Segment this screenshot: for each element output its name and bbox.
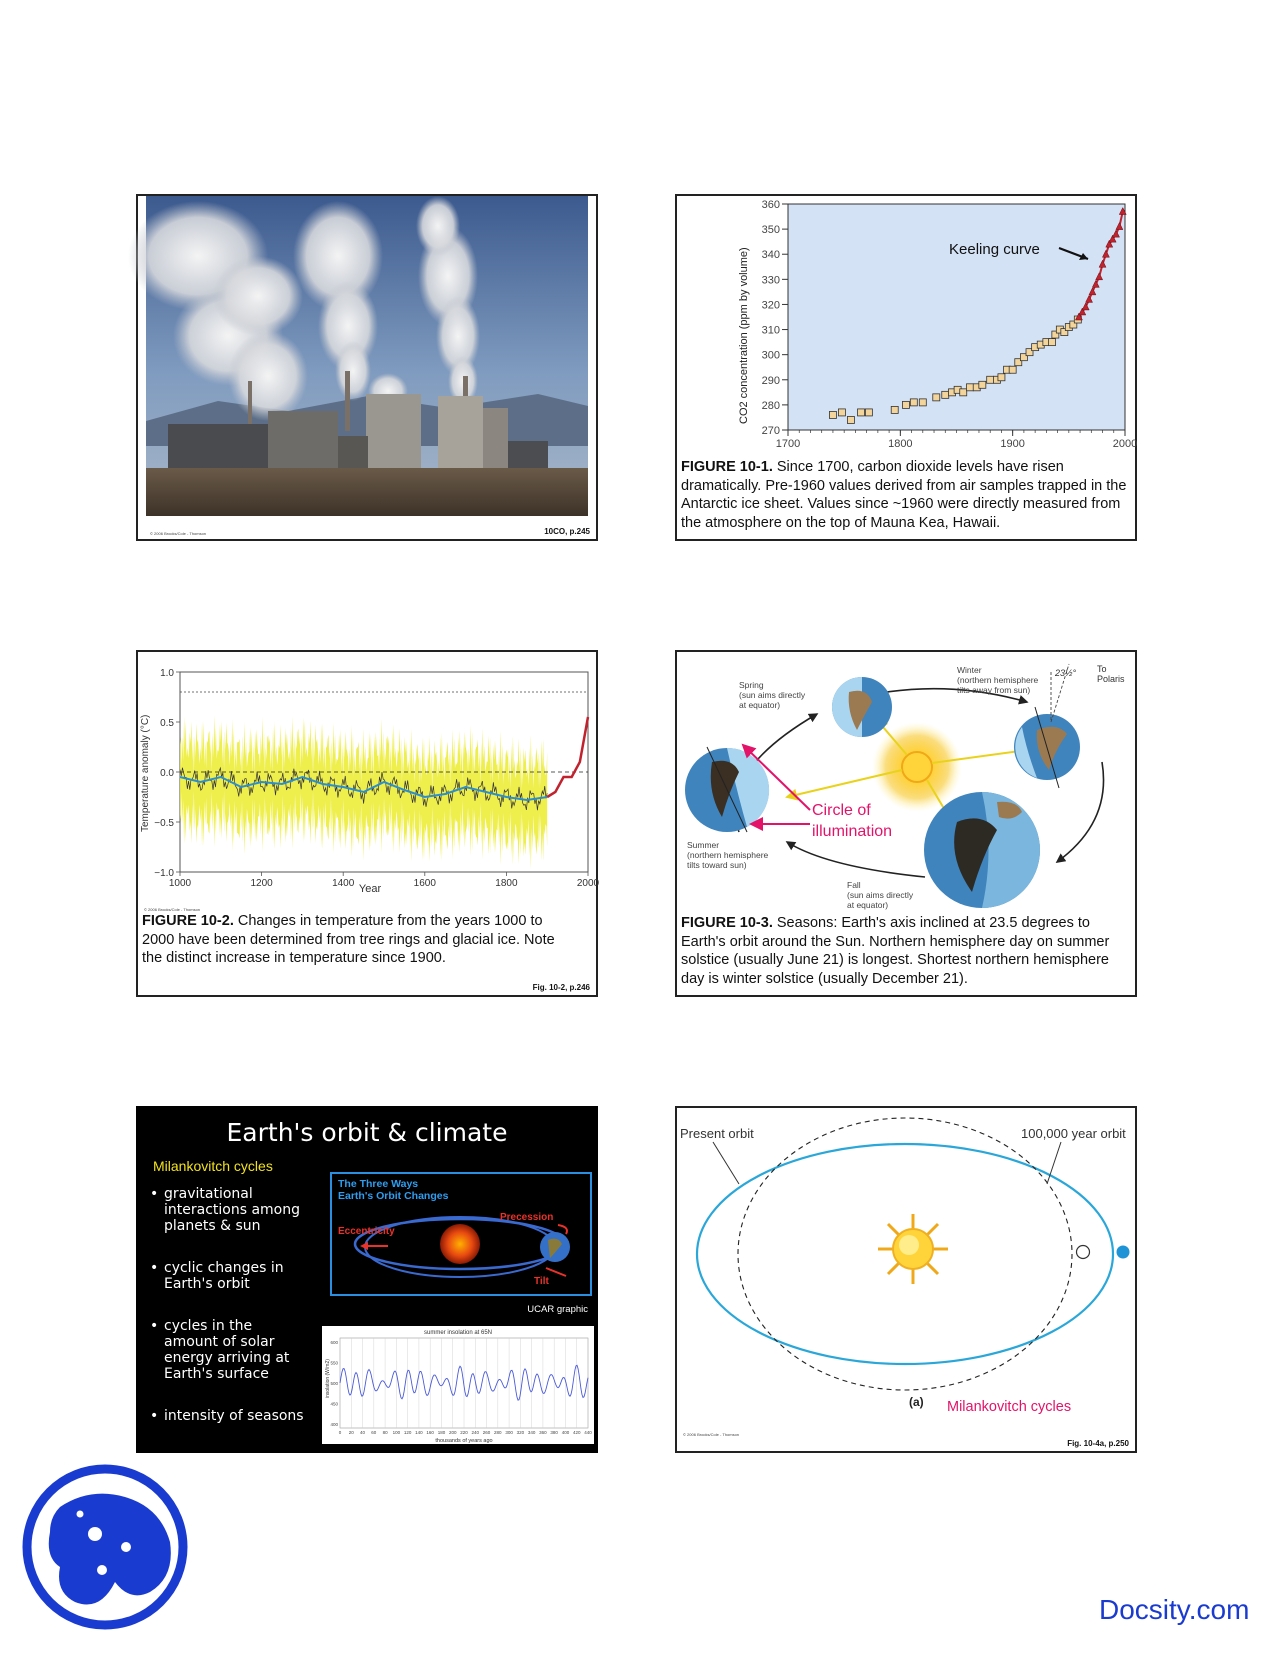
ice-core-point — [847, 416, 854, 423]
graph-x-tick: 80 — [382, 1430, 388, 1435]
polaris-label: To Polaris — [1097, 664, 1125, 684]
seasons-diagram — [677, 652, 1135, 910]
slide-temperature-chart — [136, 650, 598, 997]
y-tick-label: −0.5 — [154, 818, 174, 829]
panel-label: (a) — [909, 1395, 924, 1409]
graph-x-tick: 240 — [471, 1430, 480, 1435]
co2-chart — [677, 196, 1138, 456]
x-tick-label: 1900 — [1000, 438, 1025, 450]
graph-y-tick: 550 — [330, 1360, 338, 1366]
circle-of-illumination-label: Circle of illumination — [812, 802, 893, 840]
ice-core-point — [979, 381, 986, 388]
slide-orbit-climate — [136, 1106, 598, 1453]
graph-x-tick: 340 — [527, 1430, 536, 1435]
graph-x-tick: 360 — [539, 1430, 547, 1435]
bullet-item: • gravitational interactions among planets & sun — [150, 1186, 301, 1234]
fall-label: Fall (sun aims directly at equator) — [847, 880, 914, 910]
y-tick-label: 330 — [761, 274, 780, 287]
y-axis-label: CO2 concentration (ppm by volume) — [738, 247, 750, 424]
three-ways-inset — [330, 1172, 592, 1296]
graph-y-label: insolation (W/m2) — [325, 1359, 331, 1398]
graph-x-tick: 220 — [460, 1430, 468, 1435]
power-plant-photo — [138, 196, 596, 539]
graph-x-tick: 20 — [348, 1430, 354, 1435]
photo-credit: © 2006 Brooks/Cole - Thomson — [150, 531, 207, 536]
ice-core-point — [987, 376, 994, 383]
orbit-diagram — [677, 1108, 1135, 1451]
tilt-label: Tilt — [534, 1276, 549, 1287]
graph-y-tick: 450 — [330, 1401, 338, 1407]
y-tick-label: 270 — [761, 425, 780, 437]
graph-x-tick: 440 — [584, 1430, 592, 1435]
graph-x-tick: 380 — [550, 1430, 558, 1435]
spring-label: Spring (sun aims directly at equator) — [739, 680, 806, 710]
figure-reference: 10CO, p.245 — [544, 527, 590, 536]
figure-caption — [681, 458, 1129, 532]
graph-x-tick: 260 — [482, 1430, 491, 1435]
y-tick-label: 310 — [761, 324, 780, 337]
y-tick-label: 350 — [761, 224, 780, 237]
caption-text: Changes in temperature from the years 1000 to 2000 have been determined from tree rings and glacial ice. Note the distinct increase in temperature since 1900. — [142, 913, 555, 966]
x-tick-label: 1200 — [250, 878, 273, 889]
winter-label: Winter (northern hemisphere tilts away from sun) — [957, 665, 1039, 695]
y-tick-label: 280 — [761, 399, 780, 412]
insolation-graph — [322, 1326, 594, 1444]
graph-x-tick: 0 — [338, 1430, 342, 1435]
figure-caption — [142, 912, 562, 968]
y-tick-label: 1.0 — [160, 668, 174, 679]
graph-x-tick: 180 — [437, 1430, 446, 1435]
earth-present-position — [1117, 1246, 1130, 1259]
figure-caption — [681, 914, 1131, 988]
graph-x-tick: 140 — [415, 1430, 423, 1435]
x-tick-label: 1600 — [413, 878, 436, 889]
bullet-item: • intensity of seasons — [150, 1408, 304, 1424]
ice-core-point — [902, 401, 909, 408]
x-tick-label: 1400 — [332, 878, 355, 889]
y-tick-label: 0.0 — [160, 768, 174, 779]
present-orbit-pointer — [713, 1142, 739, 1184]
graph-x-label: thousands of years ago — [435, 1438, 493, 1444]
x-tick-label: 2000 — [576, 878, 600, 889]
ice-core-point — [966, 384, 973, 391]
graph-y-tick: 500 — [330, 1381, 338, 1386]
y-tick-label: 0.5 — [160, 718, 174, 729]
caption-text: Since 1700, carbon dioxide levels have risen dramatically. Pre-1960 values derived from air samples trapped in the Antarctic ice sheet. Values since ~1960 were directly measured from the atmosphere on the top of Mauna Kea, Hawaii. — [681, 459, 1127, 531]
graph-x-tick: 300 — [505, 1430, 513, 1435]
sun-icon — [440, 1224, 480, 1264]
graph-x-tick: 280 — [494, 1430, 502, 1435]
x-tick-label: 1700 — [775, 438, 801, 450]
ice-core-point — [865, 409, 872, 416]
y-tick-label: 360 — [761, 199, 780, 211]
x-tick-label: 1800 — [495, 878, 518, 889]
ice-core-point — [960, 389, 967, 396]
ice-core-point — [910, 399, 917, 406]
bullet-item: • cycles in the amount of solar energy arriving at Earth's surface — [150, 1318, 290, 1382]
figure-reference: Fig. 10-2, p.246 — [532, 983, 590, 992]
inset-title: The Three Ways Earth's Orbit Changes — [338, 1178, 449, 1202]
ice-core-point — [838, 409, 845, 416]
y-tick-label: 290 — [761, 374, 780, 387]
graph-x-tick: 160 — [426, 1430, 434, 1435]
slide-power-plant-photo — [136, 194, 598, 541]
caption-text: Seasons: Earth's axis inclined at 23.5 degrees to Earth's orbit around the Sun. Northern hemisphere day on summer solstice (usually June 21) is longest. Shortest northern hemisphere day is winter solstice (usually December 21). — [681, 915, 1110, 987]
slide-co2-chart — [675, 194, 1137, 541]
slide-title: Earth's orbit & climate — [226, 1118, 508, 1147]
graph-x-tick: 420 — [572, 1430, 581, 1435]
graph-x-tick: 200 — [448, 1430, 457, 1435]
slide-seasons-diagram — [675, 650, 1137, 997]
ice-core-point — [933, 394, 940, 401]
sun-icon — [878, 1214, 948, 1284]
graph-x-tick: 120 — [403, 1430, 412, 1435]
y-tick-label: 300 — [761, 349, 780, 362]
graph-x-tick: 100 — [392, 1430, 401, 1435]
ice-core-point — [942, 391, 949, 398]
earth-spring-icon — [832, 677, 892, 737]
figure-reference: Fig. 10-4a, p.250 — [1067, 1439, 1129, 1448]
sun-core — [902, 752, 932, 782]
docsity-logo-icon — [20, 1462, 190, 1632]
orbit-arrow — [1057, 762, 1104, 862]
docsity-brand-link[interactable]: Docsity.com — [1099, 1594, 1250, 1625]
graph-x-tick: 400 — [561, 1430, 570, 1435]
future-orbit-label: 100,000 year orbit — [1021, 1126, 1126, 1141]
ice-core-point — [1048, 339, 1055, 346]
caption-label: FIGURE 10-1. — [681, 459, 773, 475]
caption-label: FIGURE 10-2. — [142, 913, 234, 929]
graph-x-tick: 320 — [516, 1430, 525, 1435]
graph-y-tick: 600 — [330, 1340, 338, 1345]
ucar-credit: UCAR graphic — [527, 1304, 588, 1315]
ice-core-point — [919, 399, 926, 406]
ice-core-point — [891, 406, 898, 413]
chart-credit: © 2006 Brooks/Cole - Thomson — [144, 907, 201, 912]
x-axis-label: Year — [358, 883, 382, 895]
y-tick-label: 320 — [761, 299, 780, 312]
graph-title: summer insolation at 65N — [423, 1330, 493, 1336]
earth-future-position — [1077, 1246, 1090, 1259]
graph-x-tick: 60 — [371, 1430, 377, 1435]
caption-label: FIGURE 10-3. — [681, 915, 773, 931]
graph-y-tick: 400 — [330, 1422, 338, 1427]
summer-label: Summer (northern hemisphere tilts toward sun) — [687, 840, 769, 870]
milankovitch-label: Milankovitch cycles — [947, 1399, 1072, 1415]
y-tick-label: −1.0 — [154, 868, 174, 879]
slide-orbit-diagram — [675, 1106, 1137, 1453]
x-tick-label: 1800 — [888, 438, 913, 450]
temperature-chart — [138, 652, 600, 907]
x-tick-label: 1000 — [168, 878, 192, 889]
eccentricity-label: Eccentricity — [338, 1226, 395, 1237]
x-tick-label: 2000 — [1112, 438, 1138, 450]
earth-fall-icon — [924, 792, 1040, 908]
y-tick-label: 340 — [761, 249, 780, 262]
tilt-angle-label: 23½° — [1055, 668, 1077, 678]
keeling-annotation: Keeling curve — [949, 241, 1040, 258]
orbit-arrow — [787, 842, 925, 877]
earth-winter-icon — [1014, 707, 1080, 788]
ice-core-point — [858, 409, 865, 416]
ice-core-point — [1009, 366, 1016, 373]
bullet-item: • cyclic changes in Earth's orbit — [150, 1260, 284, 1292]
graph-x-tick: 40 — [360, 1430, 366, 1435]
y-axis-label: Temperature anomaly (°C) — [140, 714, 151, 832]
precession-label: Precession — [500, 1212, 554, 1223]
diagram-credit: © 2006 Brooks/Cole - Thomson — [683, 1432, 740, 1437]
slide-subtitle: Milankovitch cycles — [153, 1158, 273, 1174]
ice-core-point — [998, 374, 1005, 381]
ice-core-point — [829, 411, 836, 418]
present-orbit-label: Present orbit — [680, 1126, 754, 1141]
